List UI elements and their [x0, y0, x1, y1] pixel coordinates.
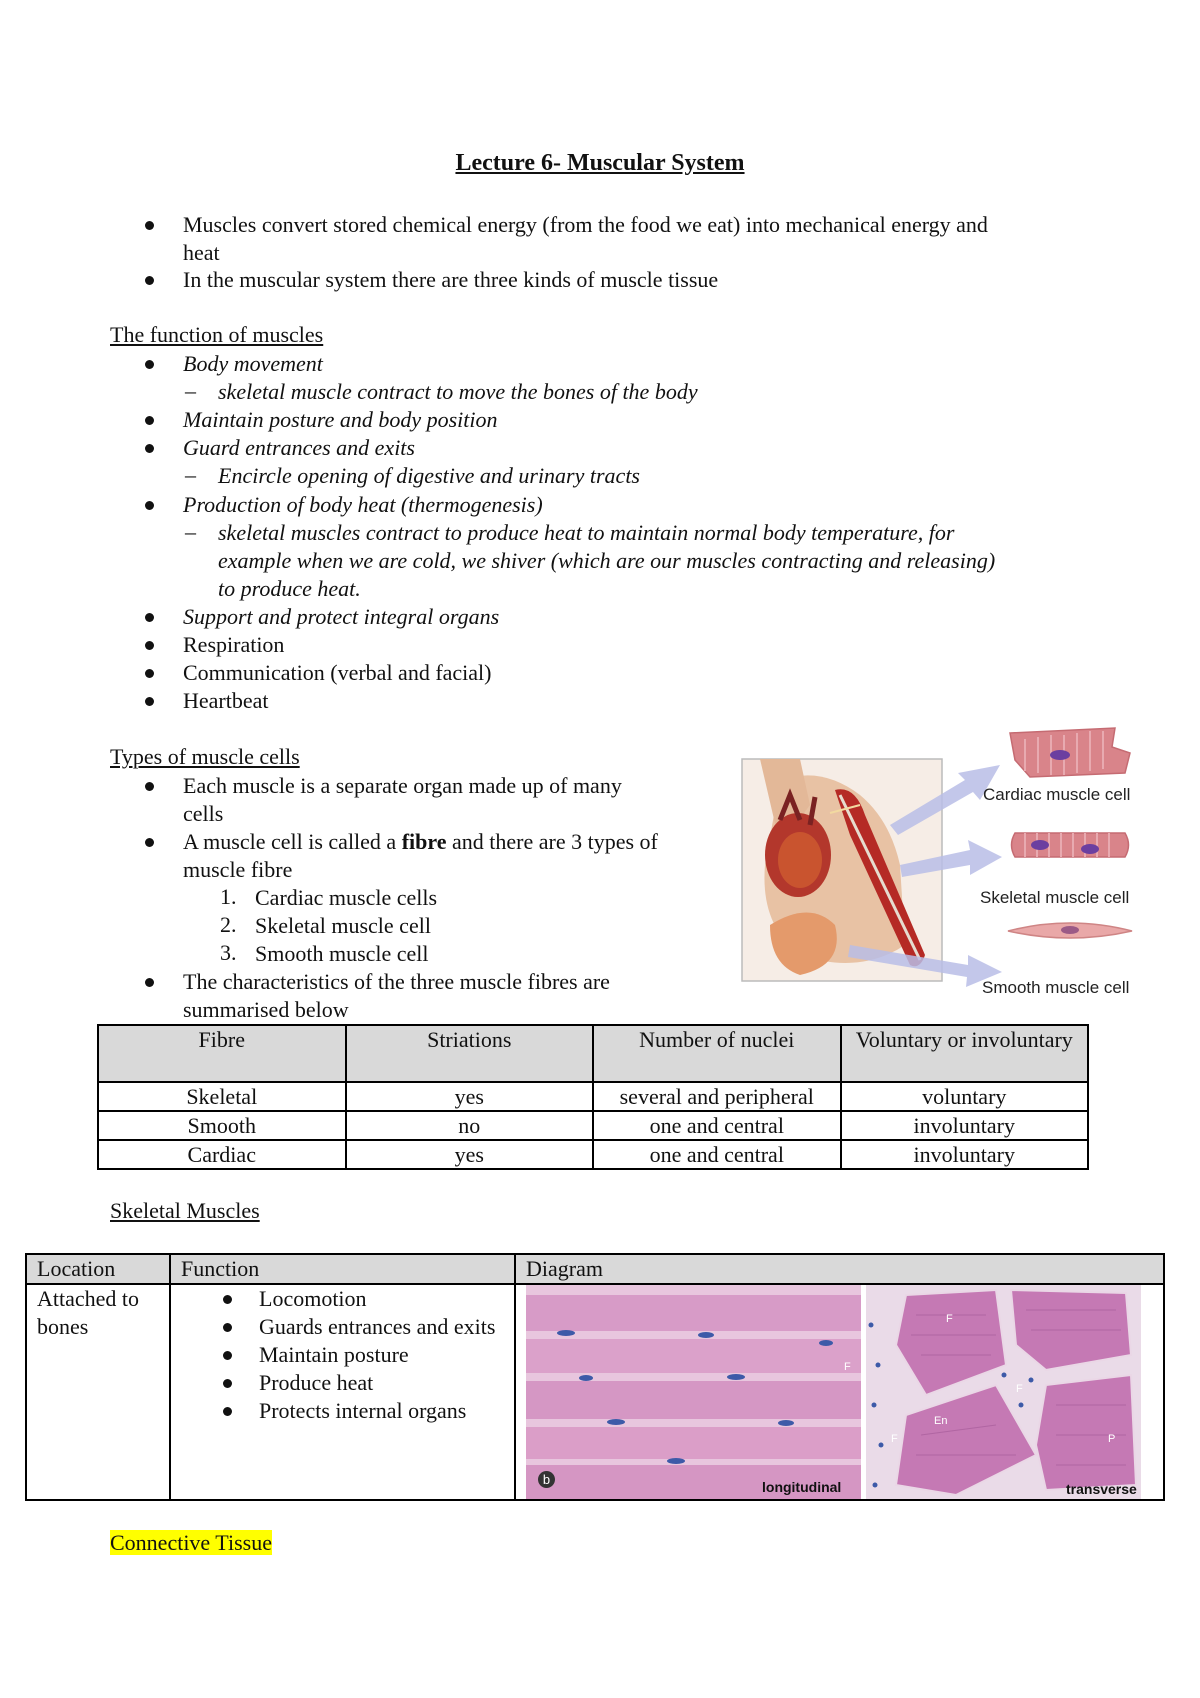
types-line: cells — [183, 801, 224, 826]
function-subitem-cont: example when we are cold, we shiver (which are our muscles contracting and releasing) — [218, 548, 996, 573]
functions-heading: The function of muscles — [110, 322, 324, 347]
function-item: Body movement — [183, 351, 323, 376]
types-line: summarised below — [183, 997, 349, 1022]
fibre-table-header — [98, 1025, 1088, 1082]
bullet-icon — [145, 978, 159, 988]
list-number: 3. — [220, 940, 237, 965]
dash-icon: – — [185, 519, 196, 544]
location-cell: Attached to bones — [26, 1284, 170, 1500]
function-subitem: skeletal muscles contract to produce heat to maintain normal body temperature, for — [218, 520, 955, 545]
types-heading: Types of muscle cells — [110, 744, 300, 769]
panel-label-b: b — [538, 1471, 555, 1488]
bullet-icon — [145, 697, 159, 707]
function-item: Support and protect integral organs — [183, 604, 500, 629]
histology-illustration — [526, 1285, 1141, 1499]
col-voluntary: Voluntary or involuntary — [841, 1025, 1089, 1082]
fibre-bold: fibre — [401, 829, 447, 854]
page-title: Lecture 6- Muscular System — [455, 150, 745, 176]
types-line: Each muscle is a separate organ made up of many — [183, 773, 622, 798]
table-cell: involuntary — [841, 1111, 1089, 1140]
types-text: and there are 3 types of — [446, 829, 658, 854]
skeletal-table-header — [26, 1254, 1164, 1284]
bullet-icon — [145, 669, 159, 679]
bullet-icon — [145, 276, 159, 286]
table-row — [98, 1082, 1088, 1111]
col-nuclei: Number of nuclei — [593, 1025, 841, 1082]
muscle-cells-figure — [740, 725, 1150, 1000]
bullet-icon — [145, 221, 159, 231]
function-item: Maintain posture and body position — [183, 407, 498, 432]
intro-bullet-1: Muscles convert stored chemical energy (from the food we eat) into mechanical energy and — [183, 212, 988, 237]
function-cell — [170, 1284, 515, 1500]
label-f: F — [891, 1433, 898, 1445]
col-fibre: Fibre — [98, 1025, 346, 1082]
connective-tissue-heading — [110, 1530, 272, 1556]
label-f: F — [946, 1313, 953, 1325]
histology-diagram — [526, 1285, 1141, 1499]
list-item: Maintain posture — [259, 1341, 504, 1369]
highlighted-text: Connective Tissue — [110, 1530, 272, 1555]
col-location: Location — [26, 1254, 170, 1284]
bullet-icon — [145, 360, 159, 370]
list-item: Produce heat — [259, 1369, 504, 1397]
label-p: P — [1108, 1433, 1116, 1445]
function-subitem: skeletal muscle contract to move the bones of the body — [218, 379, 698, 404]
label-transverse: transverse — [1066, 1481, 1137, 1497]
bullet-icon — [145, 641, 159, 651]
function-item: Guard entrances and exits — [183, 435, 415, 460]
table-row — [98, 1111, 1088, 1140]
label-en: En — [934, 1415, 948, 1427]
table-cell: one and central — [593, 1140, 841, 1169]
dash-icon: – — [185, 462, 196, 487]
table-cell: one and central — [593, 1111, 841, 1140]
list-number: 2. — [220, 912, 237, 937]
list-number: 1. — [220, 884, 237, 909]
table-cell: yes — [346, 1082, 594, 1111]
diagram-cell — [515, 1284, 1164, 1500]
table-cell: Cardiac — [98, 1140, 346, 1169]
intro-bullet-2: In the muscular system there are three kinds of muscle tissue — [183, 267, 719, 292]
figure-label-smooth: Smooth muscle cell — [982, 978, 1130, 997]
list-item: Locomotion — [259, 1285, 504, 1313]
types-list-item: Skeletal muscle cell — [255, 913, 431, 938]
intro-bullet-1-cont: heat — [183, 240, 220, 265]
label-f: F — [1016, 1383, 1023, 1395]
function-subitem: Encircle opening of digestive and urinary tracts — [218, 463, 640, 488]
list-item: Protects internal organs — [259, 1397, 504, 1425]
table-cell: no — [346, 1111, 594, 1140]
skeletal-table — [25, 1253, 1165, 1501]
table-cell: involuntary — [841, 1140, 1089, 1169]
bullet-icon — [145, 838, 159, 848]
skeletal-heading: Skeletal Muscles — [110, 1198, 260, 1223]
dash-icon: – — [185, 378, 196, 403]
figure-label-skeletal: Skeletal muscle cell — [980, 888, 1130, 907]
label-longitudinal: longitudinal — [762, 1479, 842, 1495]
label-f: F — [844, 1361, 851, 1373]
fibre-table — [97, 1024, 1089, 1170]
col-function: Function — [170, 1254, 515, 1284]
table-cell: several and peripheral — [593, 1082, 841, 1111]
function-subitem-cont: to produce heat. — [218, 576, 361, 601]
function-item: Respiration — [183, 632, 285, 657]
types-text: A muscle cell is called a — [183, 829, 402, 854]
function-list — [181, 1285, 504, 1425]
function-item: Production of body heat (thermogenesis) — [183, 492, 543, 517]
bullet-icon — [145, 782, 159, 792]
col-diagram: Diagram — [515, 1254, 1164, 1284]
function-item: Heartbeat — [183, 688, 269, 713]
figure-label-cardiac: Cardiac muscle cell — [983, 785, 1131, 804]
types-line: The characteristics of the three muscle fibres are — [183, 969, 610, 994]
bullet-icon — [145, 613, 159, 623]
function-item: Communication (verbal and facial) — [183, 660, 492, 685]
list-item: Guards entrances and exits — [259, 1313, 504, 1341]
table-cell: Skeletal — [98, 1082, 346, 1111]
types-list-item: Smooth muscle cell — [255, 941, 429, 966]
bullet-icon — [145, 501, 159, 511]
table-cell: voluntary — [841, 1082, 1089, 1111]
types-line-fibre — [183, 828, 658, 856]
col-striations: Striations — [346, 1025, 594, 1082]
table-cell: Smooth — [98, 1111, 346, 1140]
bullet-icon — [145, 416, 159, 426]
table-row — [98, 1140, 1088, 1169]
table-cell: yes — [346, 1140, 594, 1169]
bullet-icon — [145, 444, 159, 454]
muscle-figure-illustration — [740, 725, 1150, 1000]
table-row — [26, 1284, 1164, 1500]
types-line: muscle fibre — [183, 857, 293, 882]
types-list-item: Cardiac muscle cells — [255, 885, 438, 910]
